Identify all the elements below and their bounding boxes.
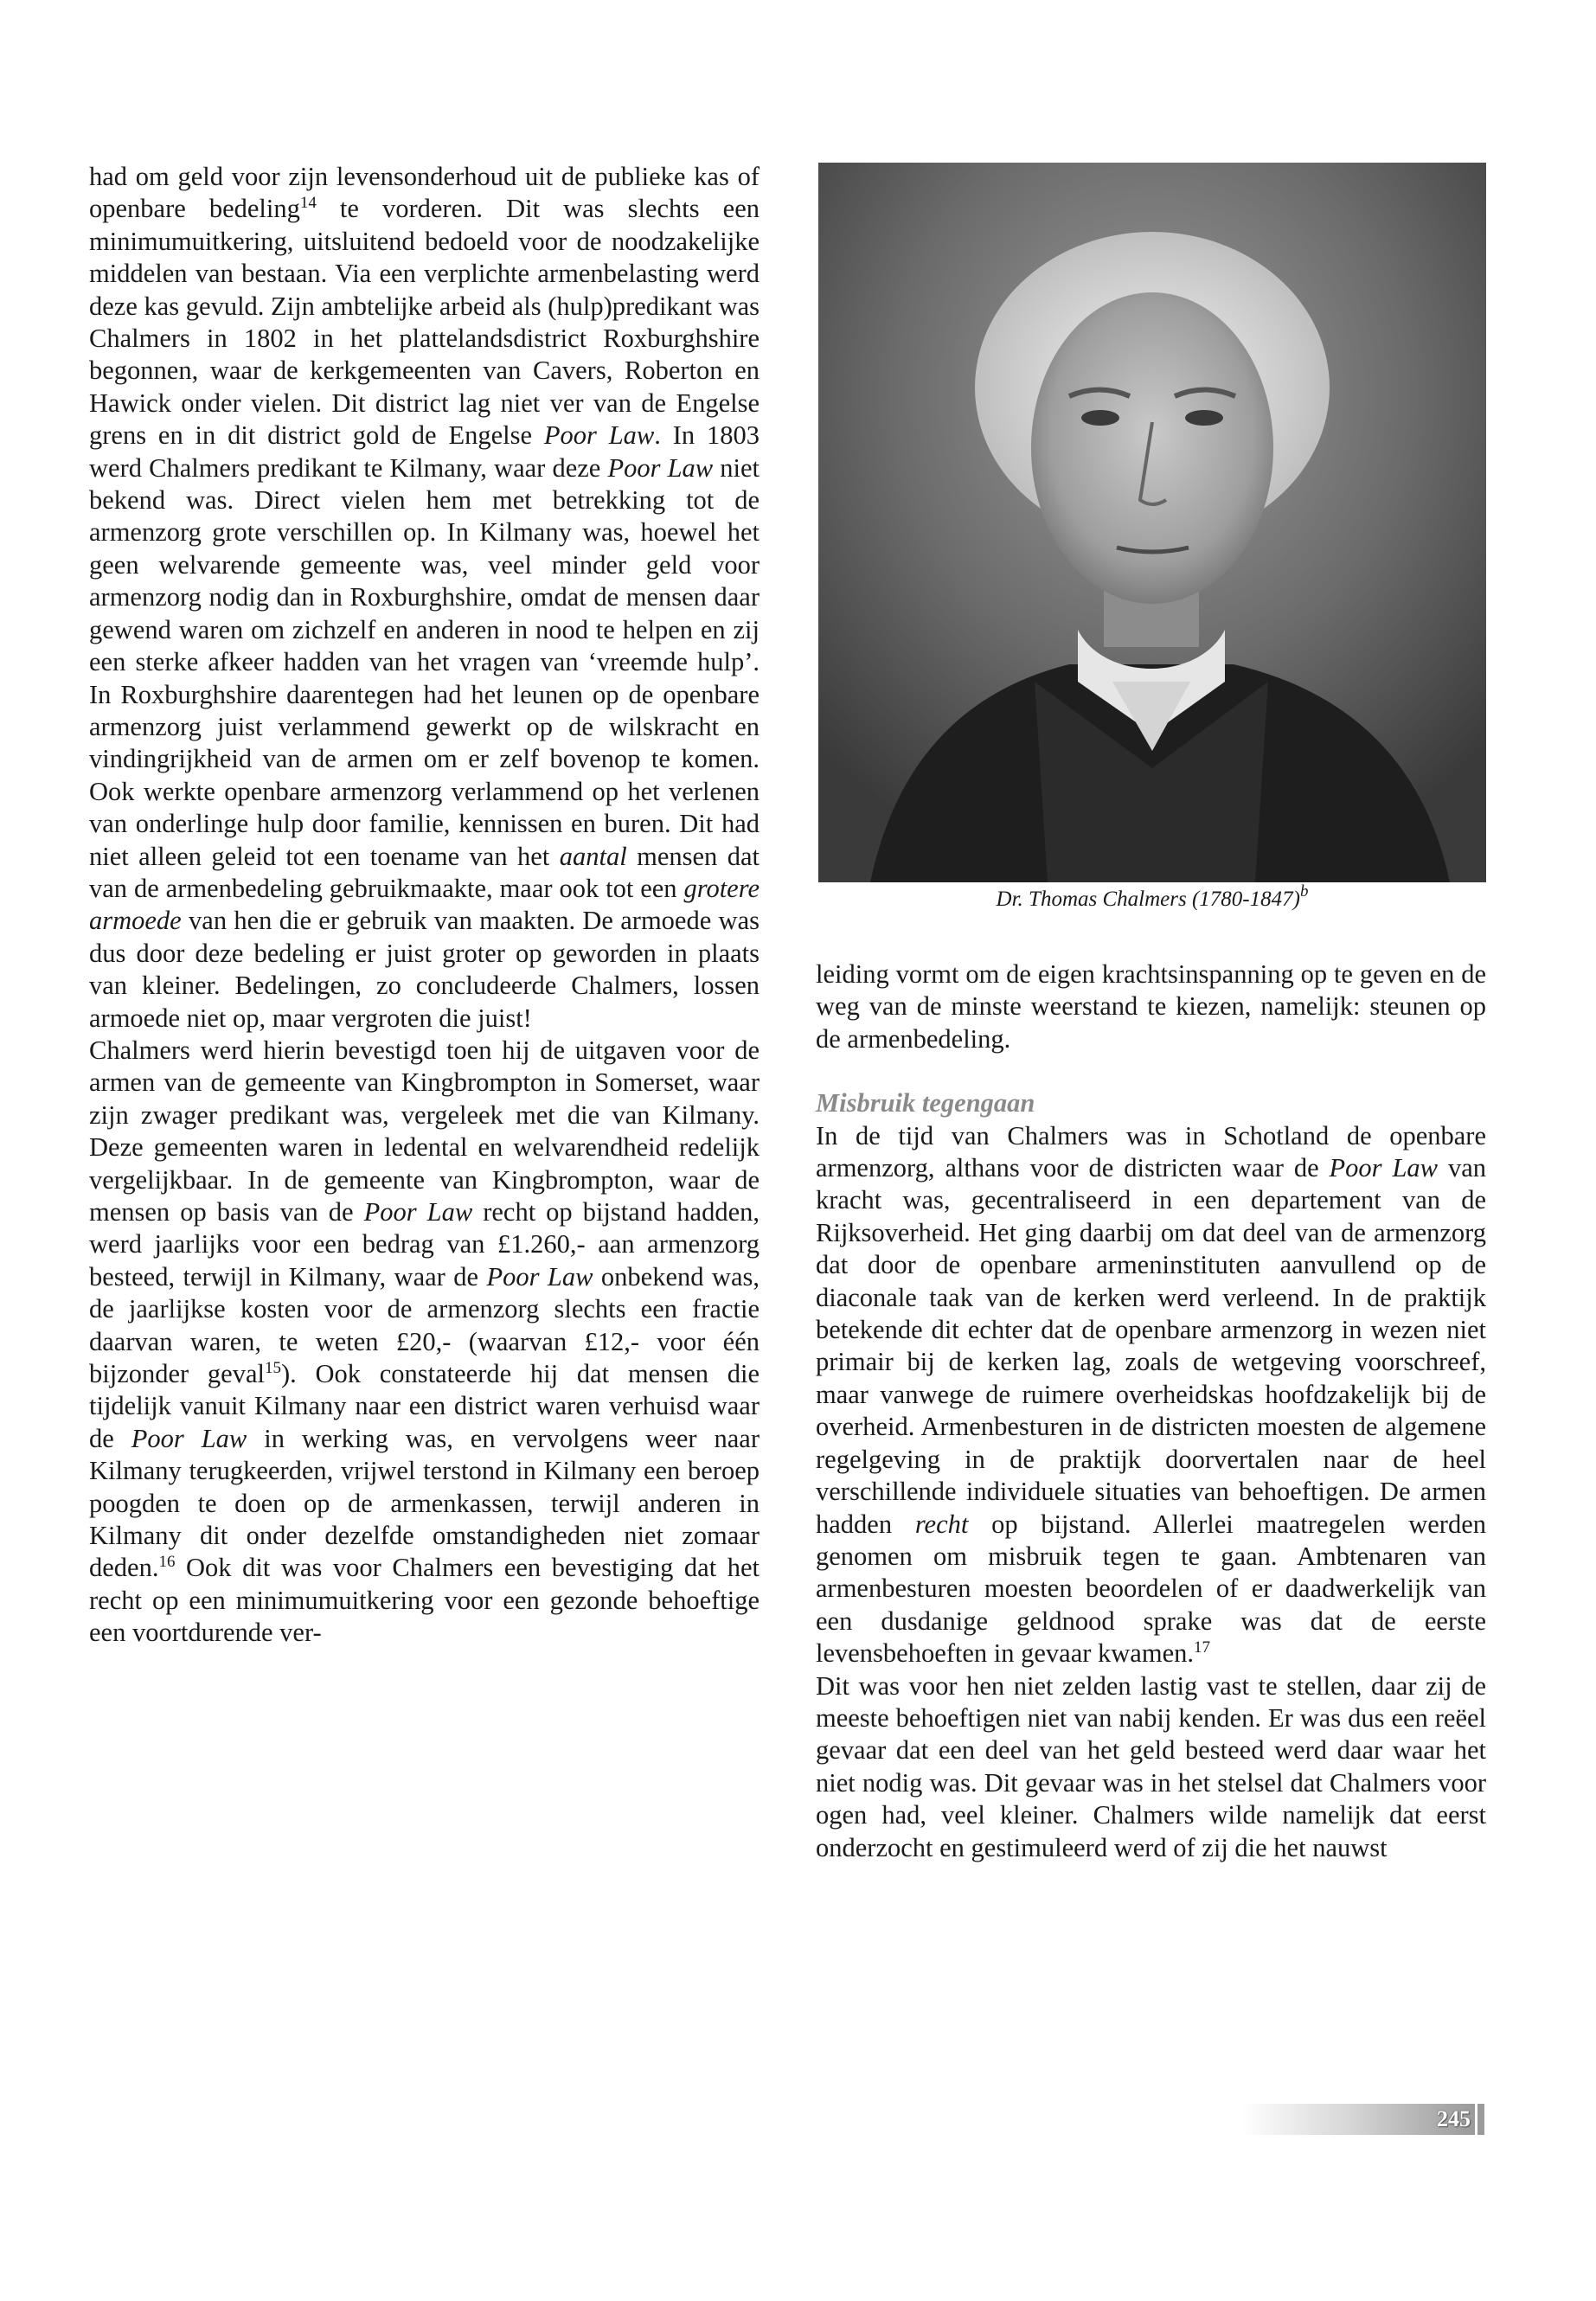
caption-superscript: b <box>1299 882 1309 901</box>
text-run: . In 1803 werd Chalmers predikant te Kilmany, waar deze <box>89 420 760 483</box>
text-run: onbekend was, de jaarlijkse kosten voor de armenzorg slechts een fractie daarvan waren, te weten £20,- (waarvan £12,- voor één bijzonder geval <box>89 1261 760 1389</box>
paragraph-gap <box>816 1055 1486 1087</box>
text-run: van kracht was, gecentraliseerd in een departement van de Rijksoverheid. Het ging daarbij om dat deel van de armenzorg dat door de openbare armeninstituten aanvullend op de diaconale taak van de kerken werd verleend. In de praktijk betekende dit echter dat de openbare armenzorg in wezen niet primair bij de kerken lag, zoals de wetgeving voorschreef, maar vanwege de ruimere overheidskas hoofdzakelijk bij de overheid. Armenbesturen in de districten moesten de algemene regelgeving in de praktijk doorvertalen naar de heel verschillende individuele situaties van behoeftigen. De armen hadden <box>816 1153 1486 1539</box>
text-run: recht op bijstand hadden, werd jaarlijks voor een bedrag van £1.260,- aan armenzorg besteed, terwijl in Kilmany, waar de <box>89 1197 760 1292</box>
text-run: Chalmers werd hierin bevestigd toen hij de uitgaven voor de armen van de gemeente van Kingbrompton in Somerset, waar zijn zwager predikant was, vergeleek met die van Kilmany. Deze gemeenten waren in ledental en welvarendheid redelijk vergelijkbaar. In de gemeente van Kingbrompton, waar de mensen op basis van de <box>89 1035 760 1227</box>
body-paragraph <box>816 958 1486 1055</box>
body-paragraph <box>89 1035 760 1650</box>
footnote-ref: 14 <box>299 194 317 213</box>
text-run: In de tijd van Chalmers was in Schotland de openbare armenzorg, althans voor de districten waar de <box>816 1120 1486 1183</box>
text-run: te vorderen. Dit was slechts een minimumuitkering, uitsluitend bedoeld voor de noodzakelijke middelen van bestaan. Via een verplichte armenbelasting werd deze kas gevuld. Zijn ambtelijke arbeid als (hulp)predikant was Chalmers in 1802 in het plattelandsdistrict Roxburghshire begonnen, waar de kerkgemeenten van Cavers, Roberton en Hawick onder vielen. Dit district lag niet ver van de Engelse grens en in dit district gold de Engelse <box>89 194 760 451</box>
text-run: niet bekend was. Direct vielen hem met betrekking tot de armenzorg grote verschillen op. In Kilmany was, hoewel het geen welvarende gemeente was, veel minder geld voor armenzorg nodig dan in Roxburghshire, omdat de mensen daar gewend waren om zichzelf en anderen in nood te helpen en zij een sterke afkeer hadden van het vragen van ‘vreemde hulp’. In Roxburghshire daarentegen had het leunen op de openbare armenzorg juist verlammend gewerkt op de wilskracht en vindingrijkheid van de armen om er zelf bovenop te komen. Ook werkte openbare armenzorg verlammend op het verlenen van onderlinge hulp door familie, kennissen en buren. Dit had niet alleen geleid tot een toename van het <box>89 452 760 871</box>
emphasis: aantal <box>559 841 627 871</box>
footnote-ref: 15 <box>264 1359 281 1378</box>
emphasis: Poor Law <box>543 420 655 451</box>
page-number: 245 <box>1437 2106 1471 2131</box>
text-run: leiding vormt om de eigen krachtsinspanning op te geven en de weg van de minste weerstand te kiezen, namelijk: steunen op de armenbedeling. <box>816 959 1486 1054</box>
right-column <box>816 958 1486 1864</box>
body-paragraph <box>89 161 760 1035</box>
text-run: van hen die er gebruik van maakten. De armoede was dus door deze bedeling er juist groter op geworden in plaats van kleiner. Bedelingen, zo concludeerde Chalmers, lossen armoede niet op, maar vergroten die juist! <box>89 906 760 1033</box>
footnote-ref: 16 <box>158 1553 176 1572</box>
emphasis: Poor Law <box>486 1261 593 1292</box>
left-column <box>89 161 760 1650</box>
emphasis: grotere armoede <box>89 873 760 936</box>
portrait-image <box>818 163 1486 882</box>
text-run: in werking was, en vervolgens weer naar Kilmany terugkeerden, vrijwel terstond in Kilmany een beroep poogden te doen op de armenkassen, terwijl anderen in Kilmany dit onder dezelfde omstandigheden niet zomaar deden. <box>89 1423 760 1583</box>
text-run: mensen dat van de armenbedeling gebruikmaakte, maar ook tot een <box>89 841 760 903</box>
text-run: Dit was voor hen niet zelden lastig vast te stellen, daar zij de meeste behoeftigen niet van nabij kenden. Er was dus een reëel gevaar dat een deel van het geld besteed werd daar waar het niet nodig was. Dit gevaar was in het stelsel dat Chalmers voor ogen had, veel kleiner. Chalmers wilde namelijk dat eerst onderzocht en gestimuleerd werd of zij die het nauwst <box>816 1670 1486 1862</box>
body-paragraph <box>816 1120 1486 1670</box>
text-run: had om geld voor zijn levensonderhoud uit de publieke kas of openbare bedeling <box>89 162 760 224</box>
emphasis: Poor Law <box>131 1423 247 1453</box>
text-run: ). Ook constateerde hij dat mensen die tijdelijk vanuit Kilmany naar een district waren verhuisd waar de <box>89 1359 760 1453</box>
emphasis: Poor Law <box>363 1197 473 1227</box>
text-run: op bijstand. Allerlei maatregelen werden genomen om misbruik tegen te gaan. Ambtenaren van armenbesturen moesten beoordelen of er daadwerkelijk van een dusdanige geldnood sprake was dat de eerste levensbehoeften in gevaar kwamen. <box>816 1509 1486 1669</box>
emphasis: Poor Law <box>607 452 714 483</box>
text-run: Ook dit was voor Chalmers een bevestiging dat het recht op een minimumuitkering voor een gezonde behoeftige een voortdurende ver- <box>89 1553 760 1648</box>
portrait-caption <box>818 882 1486 913</box>
body-paragraph <box>816 1670 1486 1864</box>
caption-text: Dr. Thomas Chalmers (1780-1847) <box>996 888 1300 911</box>
page-number-marker <box>1477 2104 1484 2135</box>
section-heading: Misbruik tegengaan <box>816 1088 1035 1118</box>
footnote-ref: 17 <box>1193 1638 1210 1657</box>
emphasis: recht <box>914 1509 969 1539</box>
emphasis: Poor Law <box>1329 1153 1439 1183</box>
